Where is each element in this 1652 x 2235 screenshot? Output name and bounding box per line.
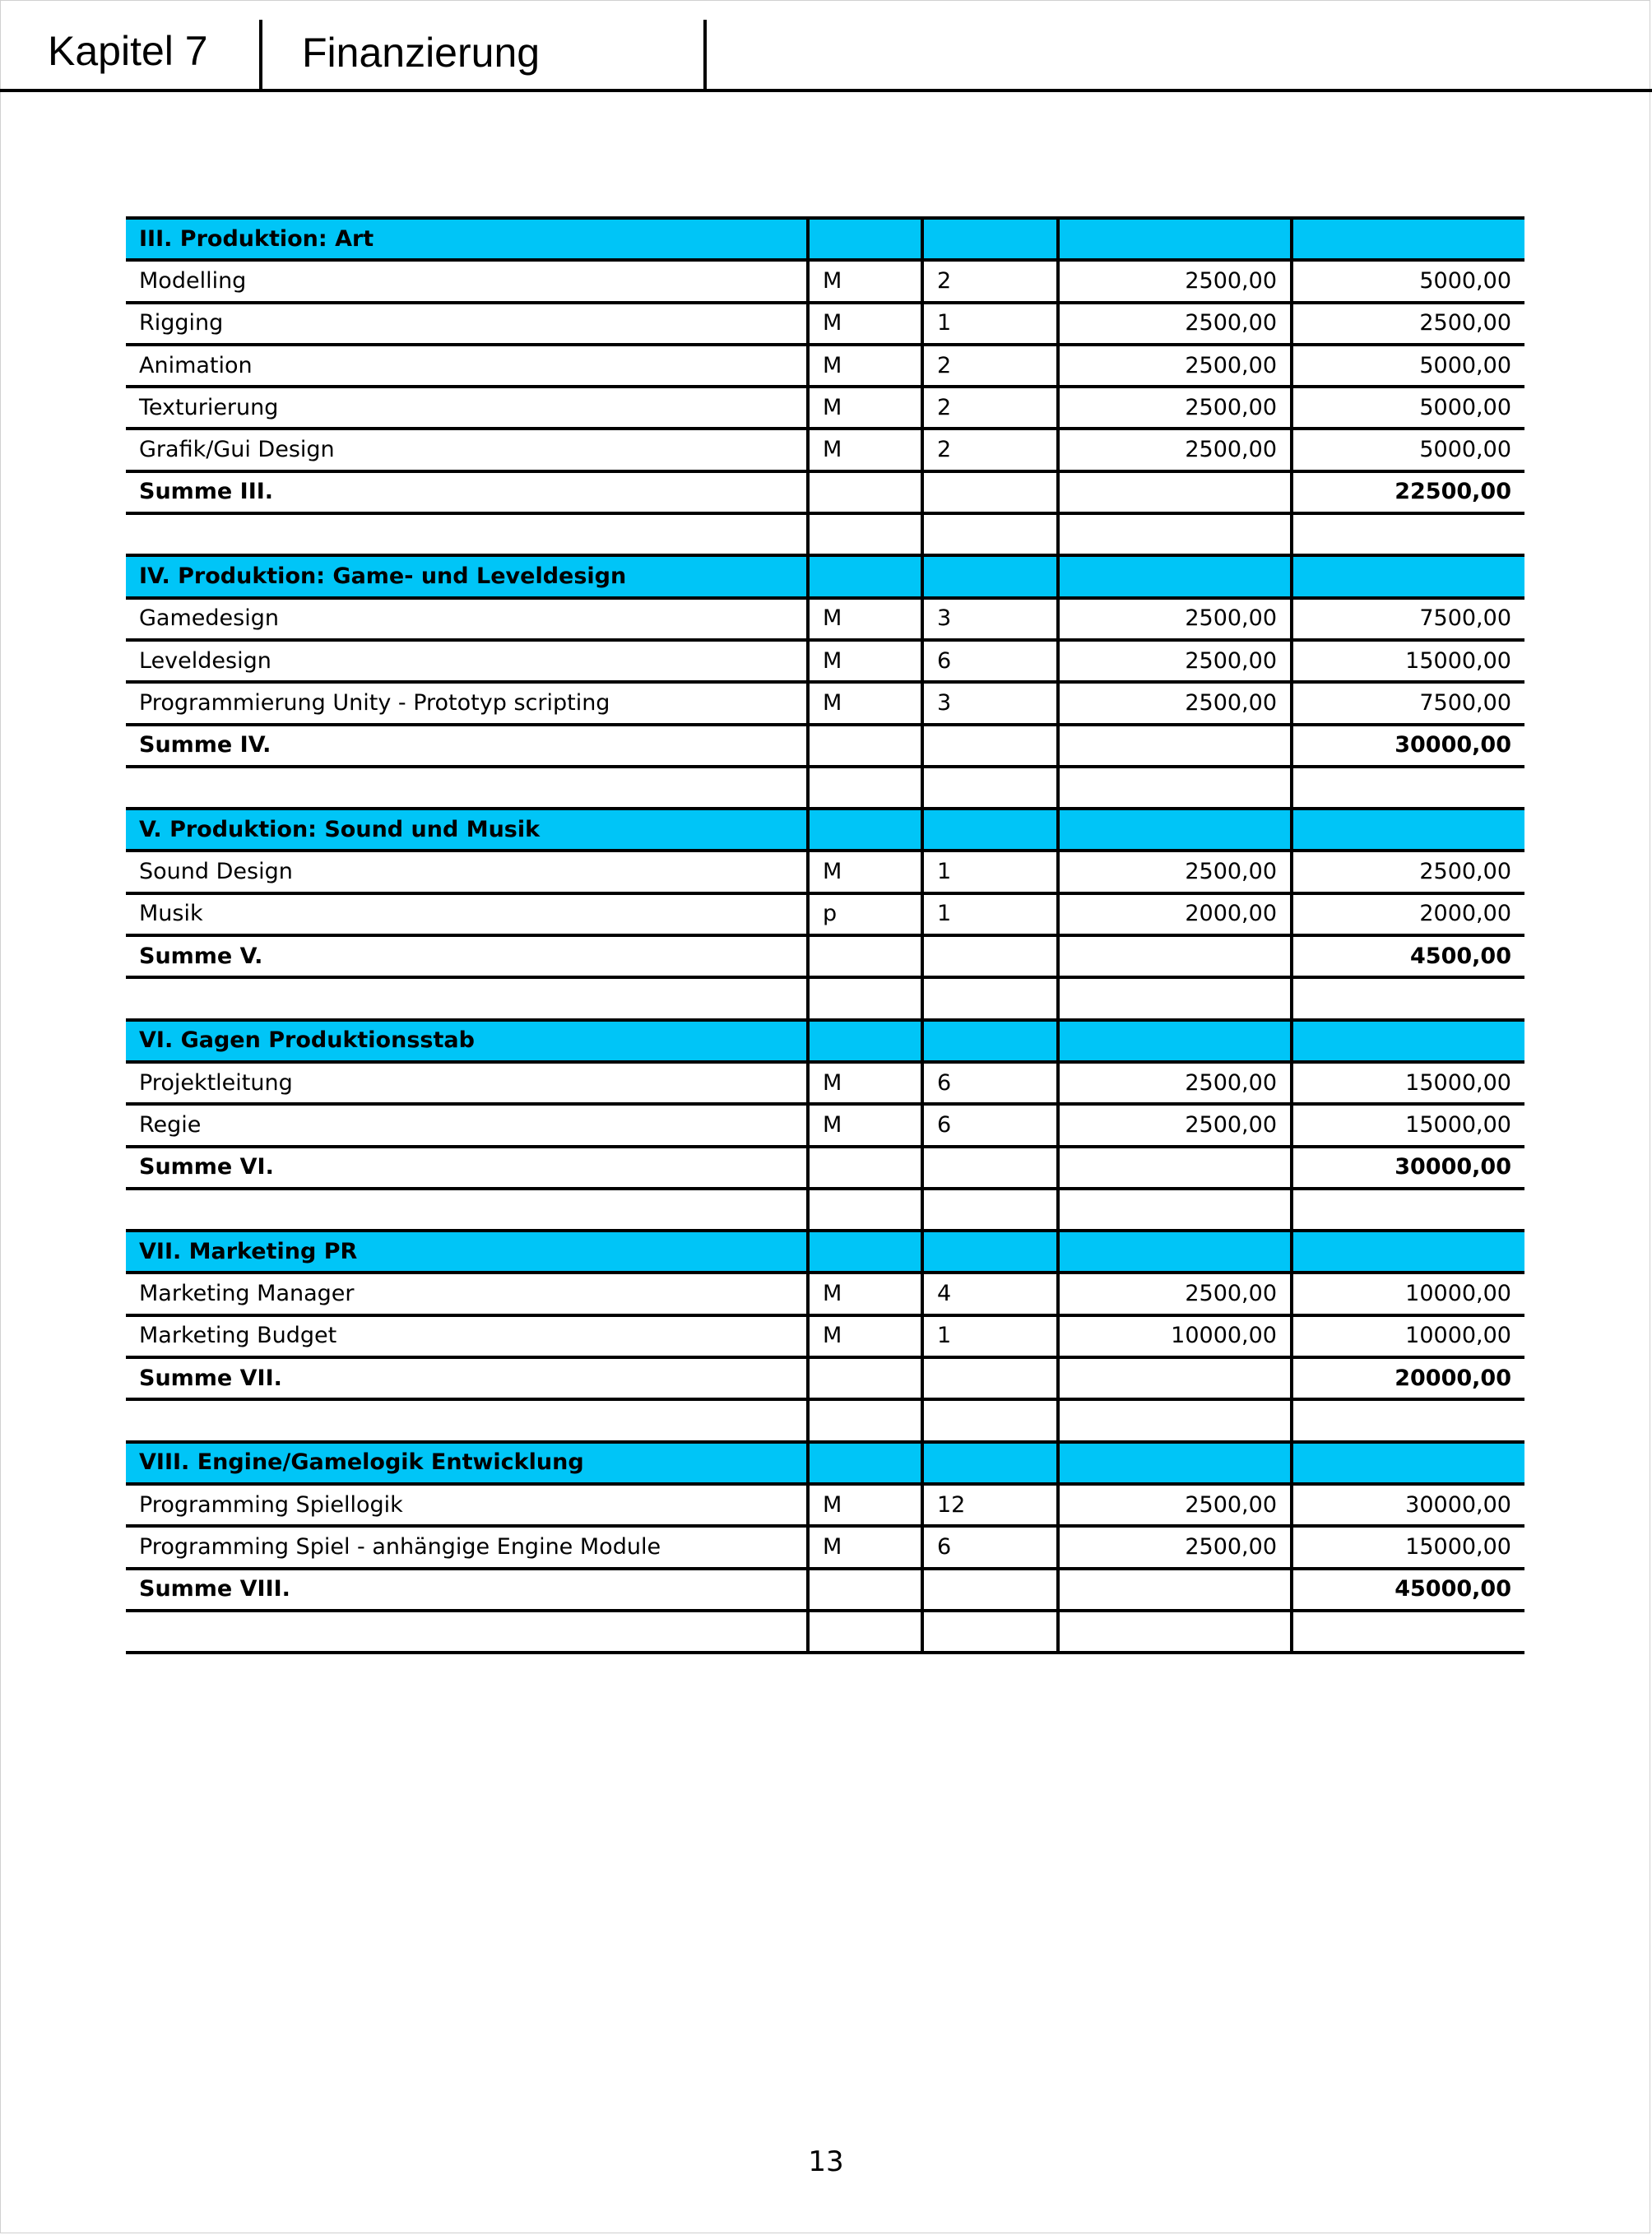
section-heading: III. Produktion: Art bbox=[126, 218, 808, 260]
item-quantity: 6 bbox=[922, 1526, 1058, 1568]
empty-cell bbox=[1058, 725, 1292, 767]
item-total: 5000,00 bbox=[1292, 260, 1524, 302]
empty-cell bbox=[1292, 977, 1524, 1019]
empty-cell bbox=[808, 1189, 922, 1231]
item-quantity: 2 bbox=[922, 429, 1058, 471]
item-name: Modelling bbox=[126, 260, 808, 302]
item-quantity: 1 bbox=[922, 303, 1058, 345]
section-heading: VI. Gagen Produktionsstab bbox=[126, 1020, 808, 1062]
item-unit: M bbox=[808, 260, 922, 302]
sum-total: 30000,00 bbox=[1292, 725, 1524, 767]
item-name: Programming Spiel - anhängige Engine Module bbox=[126, 1526, 808, 1568]
empty-cell bbox=[1058, 1189, 1292, 1231]
empty-cell bbox=[922, 935, 1058, 977]
empty-cell bbox=[1058, 809, 1292, 851]
spacer-row bbox=[126, 513, 1524, 555]
item-total: 15000,00 bbox=[1292, 1062, 1524, 1104]
empty-cell bbox=[808, 1611, 922, 1653]
item-quantity: 3 bbox=[922, 598, 1058, 640]
item-total: 2500,00 bbox=[1292, 303, 1524, 345]
empty-cell bbox=[1058, 935, 1292, 977]
table-row bbox=[126, 640, 1524, 682]
item-rate: 2500,00 bbox=[1058, 640, 1292, 682]
section-header-row bbox=[126, 809, 1524, 851]
item-unit: M bbox=[808, 1062, 922, 1104]
empty-cell bbox=[1292, 555, 1524, 597]
empty-cell bbox=[1292, 1231, 1524, 1273]
section-sum-row bbox=[126, 471, 1524, 513]
item-name: Leveldesign bbox=[126, 640, 808, 682]
sum-label: Summe V. bbox=[126, 935, 808, 977]
empty-cell bbox=[126, 1399, 808, 1441]
item-unit: M bbox=[808, 429, 922, 471]
empty-cell bbox=[1292, 1442, 1524, 1484]
empty-cell bbox=[922, 218, 1058, 260]
empty-cell bbox=[1292, 767, 1524, 809]
item-unit: p bbox=[808, 893, 922, 935]
item-unit: M bbox=[808, 682, 922, 724]
sum-total: 22500,00 bbox=[1292, 471, 1524, 513]
item-total: 15000,00 bbox=[1292, 640, 1524, 682]
section-header-row bbox=[126, 218, 1524, 260]
empty-cell bbox=[1292, 218, 1524, 260]
empty-cell bbox=[1058, 555, 1292, 597]
sum-total: 45000,00 bbox=[1292, 1569, 1524, 1611]
item-quantity: 4 bbox=[922, 1273, 1058, 1315]
item-quantity: 1 bbox=[922, 1315, 1058, 1357]
section-header-row bbox=[126, 1020, 1524, 1062]
empty-cell bbox=[922, 1189, 1058, 1231]
section-sum-row bbox=[126, 1357, 1524, 1399]
item-name: Grafik/Gui Design bbox=[126, 429, 808, 471]
item-total: 7500,00 bbox=[1292, 598, 1524, 640]
empty-cell bbox=[922, 725, 1058, 767]
empty-cell bbox=[1058, 1611, 1292, 1653]
item-total: 10000,00 bbox=[1292, 1273, 1524, 1315]
empty-cell bbox=[1058, 1020, 1292, 1062]
item-quantity: 2 bbox=[922, 387, 1058, 429]
empty-cell bbox=[1058, 1231, 1292, 1273]
sum-label: Summe IV. bbox=[126, 725, 808, 767]
chapter-title: Finanzierung bbox=[302, 30, 541, 76]
empty-cell bbox=[922, 1569, 1058, 1611]
table-row bbox=[126, 682, 1524, 724]
item-rate: 10000,00 bbox=[1058, 1315, 1292, 1357]
table-row bbox=[126, 429, 1524, 471]
table-row bbox=[126, 1273, 1524, 1315]
empty-cell bbox=[1292, 809, 1524, 851]
item-unit: M bbox=[808, 387, 922, 429]
empty-cell bbox=[808, 1147, 922, 1189]
empty-cell bbox=[1292, 1399, 1524, 1441]
empty-cell bbox=[922, 1357, 1058, 1399]
empty-cell bbox=[922, 977, 1058, 1019]
item-name: Projektleitung bbox=[126, 1062, 808, 1104]
empty-cell bbox=[922, 471, 1058, 513]
item-unit: M bbox=[808, 1526, 922, 1568]
empty-cell bbox=[922, 1231, 1058, 1273]
item-total: 30000,00 bbox=[1292, 1484, 1524, 1526]
section-sum-row bbox=[126, 1569, 1524, 1611]
item-quantity: 6 bbox=[922, 1104, 1058, 1146]
item-rate: 2500,00 bbox=[1058, 851, 1292, 893]
empty-cell bbox=[808, 935, 922, 977]
item-unit: M bbox=[808, 1273, 922, 1315]
empty-cell bbox=[808, 725, 922, 767]
item-name: Marketing Budget bbox=[126, 1315, 808, 1357]
table-row bbox=[126, 1104, 1524, 1146]
table-row bbox=[126, 303, 1524, 345]
empty-cell bbox=[808, 218, 922, 260]
item-unit: M bbox=[808, 1315, 922, 1357]
empty-cell bbox=[126, 513, 808, 555]
item-unit: M bbox=[808, 640, 922, 682]
item-unit: M bbox=[808, 1104, 922, 1146]
empty-cell bbox=[808, 1020, 922, 1062]
item-rate: 2500,00 bbox=[1058, 345, 1292, 387]
item-quantity: 2 bbox=[922, 345, 1058, 387]
item-total: 2500,00 bbox=[1292, 851, 1524, 893]
empty-cell bbox=[1058, 977, 1292, 1019]
spacer-row bbox=[126, 1399, 1524, 1441]
section-sum-row bbox=[126, 1147, 1524, 1189]
budget-table bbox=[126, 216, 1524, 1654]
item-total: 5000,00 bbox=[1292, 387, 1524, 429]
item-rate: 2500,00 bbox=[1058, 682, 1292, 724]
empty-cell bbox=[808, 767, 922, 809]
empty-cell bbox=[808, 977, 922, 1019]
item-quantity: 6 bbox=[922, 1062, 1058, 1104]
empty-cell bbox=[1058, 471, 1292, 513]
empty-cell bbox=[922, 767, 1058, 809]
budget-table-body bbox=[126, 218, 1524, 1653]
spacer-row bbox=[126, 767, 1524, 809]
sum-total: 20000,00 bbox=[1292, 1357, 1524, 1399]
empty-cell bbox=[808, 1399, 922, 1441]
empty-cell bbox=[922, 1399, 1058, 1441]
section-header-row bbox=[126, 555, 1524, 597]
table-row bbox=[126, 598, 1524, 640]
table-row bbox=[126, 851, 1524, 893]
item-unit: M bbox=[808, 1484, 922, 1526]
empty-cell bbox=[808, 471, 922, 513]
table-row bbox=[126, 1526, 1524, 1568]
item-rate: 2500,00 bbox=[1058, 1062, 1292, 1104]
sum-label: Summe VII. bbox=[126, 1357, 808, 1399]
item-rate: 2500,00 bbox=[1058, 1526, 1292, 1568]
item-total: 7500,00 bbox=[1292, 682, 1524, 724]
empty-cell bbox=[1058, 1569, 1292, 1611]
item-total: 2000,00 bbox=[1292, 893, 1524, 935]
sum-label: Summe III. bbox=[126, 471, 808, 513]
section-heading: V. Produktion: Sound und Musik bbox=[126, 809, 808, 851]
empty-cell bbox=[808, 1231, 922, 1273]
chapter-label: Kapitel 7 bbox=[48, 28, 208, 74]
empty-cell bbox=[808, 1569, 922, 1611]
item-total: 15000,00 bbox=[1292, 1104, 1524, 1146]
empty-cell bbox=[922, 1147, 1058, 1189]
item-name: Texturierung bbox=[126, 387, 808, 429]
item-total: 15000,00 bbox=[1292, 1526, 1524, 1568]
empty-cell bbox=[808, 1442, 922, 1484]
empty-cell bbox=[808, 809, 922, 851]
empty-cell bbox=[1058, 218, 1292, 260]
table-row bbox=[126, 1062, 1524, 1104]
empty-cell bbox=[808, 513, 922, 555]
section-header-row bbox=[126, 1231, 1524, 1273]
item-name: Musik bbox=[126, 893, 808, 935]
empty-cell bbox=[808, 555, 922, 597]
item-unit: M bbox=[808, 598, 922, 640]
empty-cell bbox=[922, 1020, 1058, 1062]
header-divider bbox=[703, 20, 707, 92]
table-row bbox=[126, 345, 1524, 387]
item-quantity: 12 bbox=[922, 1484, 1058, 1526]
sum-total: 30000,00 bbox=[1292, 1147, 1524, 1189]
page-header bbox=[0, 0, 1652, 93]
empty-cell bbox=[126, 977, 808, 1019]
item-name: Regie bbox=[126, 1104, 808, 1146]
item-name: Sound Design bbox=[126, 851, 808, 893]
item-rate: 2500,00 bbox=[1058, 260, 1292, 302]
item-unit: M bbox=[808, 851, 922, 893]
item-quantity: 3 bbox=[922, 682, 1058, 724]
item-rate: 2500,00 bbox=[1058, 1484, 1292, 1526]
item-name: Animation bbox=[126, 345, 808, 387]
item-quantity: 2 bbox=[922, 260, 1058, 302]
empty-cell bbox=[922, 1442, 1058, 1484]
table-row bbox=[126, 387, 1524, 429]
empty-cell bbox=[1058, 513, 1292, 555]
empty-cell bbox=[922, 809, 1058, 851]
table-row bbox=[126, 893, 1524, 935]
item-name: Programming Spiellogik bbox=[126, 1484, 808, 1526]
table-row bbox=[126, 1315, 1524, 1357]
empty-cell bbox=[126, 1611, 808, 1653]
empty-cell bbox=[1292, 1611, 1524, 1653]
item-rate: 2500,00 bbox=[1058, 303, 1292, 345]
item-rate: 2500,00 bbox=[1058, 598, 1292, 640]
item-rate: 2500,00 bbox=[1058, 387, 1292, 429]
empty-cell bbox=[1058, 767, 1292, 809]
header-divider bbox=[259, 20, 262, 92]
section-sum-row bbox=[126, 725, 1524, 767]
empty-cell bbox=[1058, 1399, 1292, 1441]
item-quantity: 6 bbox=[922, 640, 1058, 682]
item-unit: M bbox=[808, 345, 922, 387]
empty-cell bbox=[1058, 1442, 1292, 1484]
empty-cell bbox=[1058, 1147, 1292, 1189]
item-unit: M bbox=[808, 303, 922, 345]
empty-cell bbox=[922, 513, 1058, 555]
item-total: 5000,00 bbox=[1292, 429, 1524, 471]
empty-cell bbox=[922, 1611, 1058, 1653]
section-header-row bbox=[126, 1442, 1524, 1484]
section-heading: VII. Marketing PR bbox=[126, 1231, 808, 1273]
sum-label: Summe VI. bbox=[126, 1147, 808, 1189]
item-name: Rigging bbox=[126, 303, 808, 345]
item-total: 10000,00 bbox=[1292, 1315, 1524, 1357]
sum-label: Summe VIII. bbox=[126, 1569, 808, 1611]
item-name: Marketing Manager bbox=[126, 1273, 808, 1315]
section-heading: VIII. Engine/Gamelogik Entwicklung bbox=[126, 1442, 808, 1484]
section-sum-row bbox=[126, 935, 1524, 977]
empty-cell bbox=[126, 767, 808, 809]
table-row bbox=[126, 1484, 1524, 1526]
item-name: Programmierung Unity - Prototyp scripting bbox=[126, 682, 808, 724]
item-rate: 2000,00 bbox=[1058, 893, 1292, 935]
sum-total: 4500,00 bbox=[1292, 935, 1524, 977]
empty-cell bbox=[1292, 1020, 1524, 1062]
empty-cell bbox=[808, 1357, 922, 1399]
empty-cell bbox=[1292, 1189, 1524, 1231]
spacer-row bbox=[126, 1189, 1524, 1231]
spacer-row bbox=[126, 1611, 1524, 1653]
table-row bbox=[126, 260, 1524, 302]
spacer-row bbox=[126, 977, 1524, 1019]
item-name: Gamedesign bbox=[126, 598, 808, 640]
empty-cell bbox=[1058, 1357, 1292, 1399]
page-number: 13 bbox=[808, 2145, 844, 2178]
header-rule bbox=[0, 89, 1652, 92]
item-quantity: 1 bbox=[922, 893, 1058, 935]
item-total: 5000,00 bbox=[1292, 345, 1524, 387]
empty-cell bbox=[922, 555, 1058, 597]
item-rate: 2500,00 bbox=[1058, 429, 1292, 471]
item-quantity: 1 bbox=[922, 851, 1058, 893]
empty-cell bbox=[126, 1189, 808, 1231]
item-rate: 2500,00 bbox=[1058, 1273, 1292, 1315]
section-heading: IV. Produktion: Game- und Leveldesign bbox=[126, 555, 808, 597]
item-rate: 2500,00 bbox=[1058, 1104, 1292, 1146]
empty-cell bbox=[1292, 513, 1524, 555]
